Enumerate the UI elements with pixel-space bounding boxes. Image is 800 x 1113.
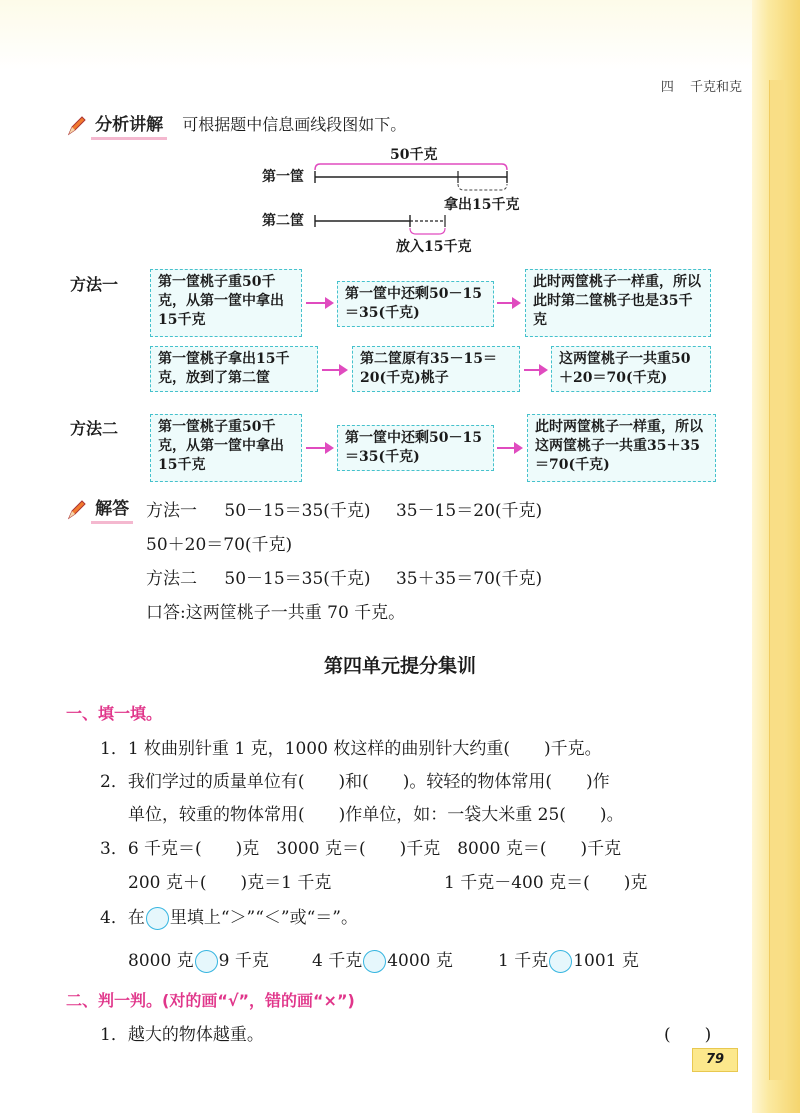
- pencil-icon: [66, 499, 86, 521]
- compare-item-2: [312, 946, 453, 973]
- question-1-3a: 3．6 千克＝( )克 3000 克＝( )千克 8000 克＝( )千克: [100, 839, 622, 859]
- put-in-brace: [410, 228, 445, 234]
- question-1-2b: 单位，较重的物体常用( )作单位，如：一袋大米重 25( )。: [128, 805, 624, 825]
- chapter-number: 四: [660, 80, 674, 95]
- analysis-intro: 可根据题中信息画线段图如下。: [182, 115, 407, 134]
- compare-right: 1001 克: [573, 951, 639, 971]
- section2-title: 二、判一判。(对的画“√”，错的画“×”): [66, 991, 355, 1010]
- question-1-2a: 2．我们学过的质量单位有( )和( )。较轻的物体常用( )作: [100, 772, 610, 792]
- arrow-right-icon: [497, 302, 519, 304]
- question-1-3b-left: 200 克＋( )克＝1 千克: [128, 873, 332, 893]
- method1-row2-box1: 第一筐桃子拿出15千克，放到了第二筐: [150, 346, 318, 392]
- chapter-header: [661, 76, 742, 95]
- method1-row1-box2: 第一筐中还剩50－15＝35(千克): [337, 281, 494, 327]
- method1-row2-box2: 第二筐原有35－15＝20(千克)桃子: [352, 346, 520, 392]
- method2-box2: 第一筐中还剩50－15＝35(千克): [337, 425, 494, 471]
- circle-icon: [195, 950, 218, 973]
- compare-item-3: [498, 946, 639, 973]
- compare-left: 8000 克: [128, 951, 194, 971]
- arrow-right-icon: [306, 302, 332, 304]
- question-1-4-pre: 4．在: [100, 908, 145, 928]
- arrow-right-icon: [306, 447, 332, 449]
- answer-eq2: 35－15＝20(千克): [395, 501, 543, 521]
- basket1-label: 第一筐: [262, 169, 304, 185]
- top-band: [0, 0, 800, 70]
- arrow-right-icon: [322, 369, 346, 371]
- answer-tag: 解答: [91, 499, 133, 524]
- basket2-label: 第二筐: [262, 213, 304, 229]
- question-1-4: [100, 903, 358, 930]
- section1-title: 一、填一填。: [66, 704, 163, 723]
- compare-item-1: [128, 946, 269, 973]
- page-edge-inner: [769, 80, 784, 1080]
- question-2-1: 1．越大的物体越重。: [100, 1025, 264, 1045]
- put-in-label: 放入15千克: [396, 239, 472, 255]
- chapter-title: 千克和克: [689, 80, 742, 95]
- answer-line4: 口答:这两筐桃子一共重 70 千克。: [146, 603, 406, 623]
- take-out-brace: [458, 184, 507, 190]
- method2-box1: 第一筐桃子重50千克，从第一筐中拿出15千克: [150, 414, 302, 482]
- answer-eq4: 35＋35＝70(千克): [395, 569, 543, 589]
- page-number: 79: [692, 1048, 738, 1072]
- answer-method1-label: 方法一: [146, 501, 197, 521]
- circle-icon: [363, 950, 386, 973]
- answer-line2: 50＋20＝70(千克): [146, 535, 293, 555]
- unit-title: 第四单元提分集训: [323, 655, 476, 677]
- question-1-3b-right: 1 千克－400 克＝( )克: [444, 873, 648, 893]
- compare-right: 4000 克: [387, 951, 453, 971]
- answer-eq1: 50－15＝35(千克): [224, 501, 371, 521]
- compare-left: 4 千克: [312, 951, 363, 971]
- analysis-tag: 分析讲解: [91, 115, 167, 140]
- method1-row1-box1: 第一筐桃子重50千克，从第一筐中拿出15千克: [150, 269, 302, 337]
- circle-icon: [549, 950, 572, 973]
- answer-line1: [146, 496, 542, 521]
- total-label: 50千克: [390, 147, 438, 163]
- question-1-1: 1．1 枚曲别针重 1 克，1000 枚这样的曲别针大约重( )千克。: [100, 739, 602, 759]
- answer-eq3: 50－15＝35(千克): [224, 569, 371, 589]
- method2-label: 方法二: [70, 419, 119, 438]
- arrow-right-icon: [497, 447, 521, 449]
- answer-heading: [66, 494, 133, 521]
- answer-method2-label: 方法二: [146, 569, 197, 589]
- method1-row1-box3: 此时两筐桃子一样重，所以此时第二筐桃子也是35千克: [525, 269, 711, 337]
- method2-box3: 此时两筐桃子一样重，所以这两筐桃子一共重35＋35＝70(千克): [527, 414, 716, 482]
- compare-right: 9 千克: [218, 951, 269, 971]
- total-brace: [315, 164, 507, 170]
- compare-left: 1 千克: [498, 951, 549, 971]
- take-out-label: 拿出15千克: [444, 197, 520, 213]
- question-2-1-blank: ( ): [664, 1025, 712, 1045]
- answer-line3: [146, 564, 542, 589]
- analysis-heading: [66, 110, 406, 137]
- method1-label: 方法一: [70, 275, 119, 294]
- question-1-4-post: 里填上“＞”“＜”或“＝”。: [169, 908, 358, 928]
- circle-icon: [146, 907, 169, 930]
- pencil-icon: [66, 115, 86, 137]
- method1-row2-box3: 这两筐桃子一共重50＋20＝70(千克): [551, 346, 711, 392]
- arrow-right-icon: [524, 369, 546, 371]
